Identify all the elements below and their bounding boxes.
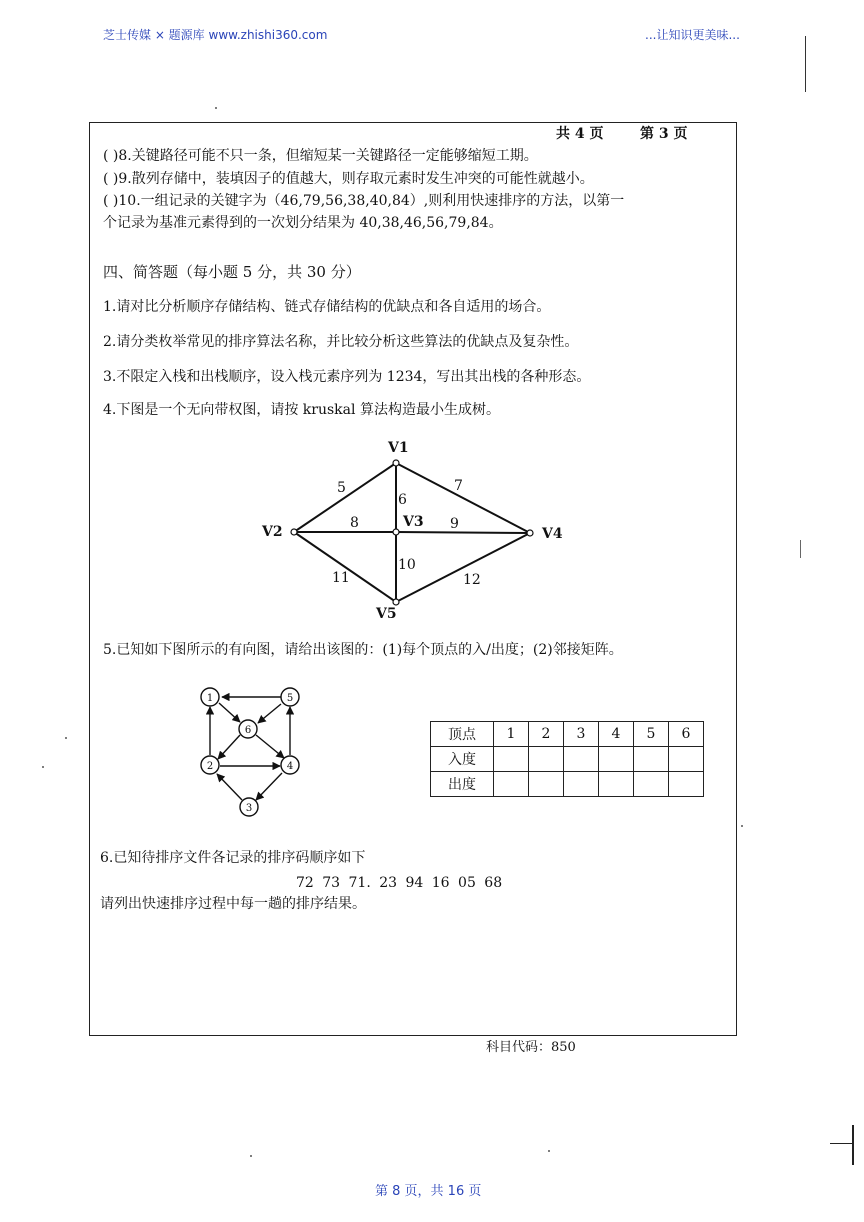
page-total: 共 4 页: [556, 126, 604, 142]
table-row: [431, 747, 704, 772]
vertex-label-v2: V2: [262, 524, 283, 540]
edge-weight: 10: [398, 557, 416, 573]
binding-mark: [800, 540, 801, 558]
vertex-dot: [393, 599, 399, 605]
table-row: [431, 722, 704, 747]
table-cell: [634, 747, 669, 772]
arc-6-2: [218, 735, 240, 759]
page-current: 第 3 页: [640, 126, 688, 142]
table-cell: [564, 772, 599, 797]
row-label-out-degree: 出度: [431, 772, 494, 797]
table-header-cell: 5: [634, 722, 669, 747]
scan-speck: [65, 737, 67, 739]
row-label-in-degree: 入度: [431, 747, 494, 772]
directed-graph: [196, 684, 312, 818]
edge-weight: 11: [332, 570, 350, 586]
short-question-1: 1.请对比分析顺序存储结构、链式存储结构的优缺点和各自适用的场合。: [103, 299, 551, 315]
node-label: 3: [245, 803, 253, 814]
table-header-cell: 1: [494, 722, 529, 747]
table-header-cell: 4: [599, 722, 634, 747]
arc-5-6: [258, 704, 281, 723]
header-brand: 芝士传媒 × 题源库 www.zhishi360.com: [103, 28, 328, 42]
question-8: ( )8.关键路径可能不只一条，但缩短某一关键路径一定能够缩短工期。: [103, 148, 538, 164]
table-cell: [634, 772, 669, 797]
edge-weight: 6: [398, 492, 407, 508]
sort-key-sequence: 72 73 71. 23 94 16 05 68: [296, 875, 503, 891]
table-cell: [564, 747, 599, 772]
table-cell: [669, 772, 704, 797]
subject-code: 科目代码：850: [486, 1040, 576, 1055]
arc-1-6: [219, 703, 240, 722]
edge-weight: 5: [337, 480, 346, 496]
table-header-label: 顶点: [431, 722, 494, 747]
edge-weight: 7: [454, 478, 463, 494]
vertex-label-v3: V3: [403, 514, 424, 530]
table-cell: [494, 772, 529, 797]
table-cell: [529, 772, 564, 797]
vertex-label-v1: V1: [388, 440, 409, 456]
vertex-dot: [393, 460, 399, 466]
node-label: 5: [286, 693, 294, 704]
vertex-dot: [393, 529, 399, 535]
node-label: 1: [206, 693, 214, 704]
binding-mark: [852, 1125, 854, 1165]
edge-v1-v2: [294, 463, 396, 532]
edge-v2-v5: [294, 532, 396, 602]
edge-weight: 12: [463, 572, 481, 588]
question-9: ( )9.散列存储中，装填因子的值越大，则存取元素时发生冲突的可能性就越小。: [103, 171, 594, 187]
question-10-cont: 个记录为基准元素得到的一次划分结果为 40,38,46,56,79,84。: [103, 215, 503, 231]
scan-speck: [741, 825, 743, 827]
header-slogan: ...让知识更美味...: [645, 28, 740, 42]
page-footer: 第 8 页，共 16 页: [375, 1184, 482, 1199]
short-question-5: 5.已知如下图所示的有向图，请给出该图的：(1)每个顶点的入/出度；(2)邻接矩阵。: [103, 642, 623, 658]
binding-mark: [805, 36, 806, 92]
vertex-label-v5: V5: [376, 606, 397, 622]
table-cell: [529, 747, 564, 772]
scan-speck: [250, 1155, 252, 1157]
table-cell: [599, 747, 634, 772]
short-question-6-cont: 请列出快速排序过程中每一趟的排序结果。: [100, 896, 366, 912]
edge-v4-v5: [396, 533, 530, 602]
table-cell: [599, 772, 634, 797]
undirected-weighted-graph: [250, 432, 580, 622]
edge-weight: 8: [350, 515, 359, 531]
node-label: 4: [286, 761, 294, 772]
question-10: ( )10.一组记录的关键字为（46,79,56,38,40,84）,则利用快速排序的方法，以第一: [103, 193, 625, 209]
vertex-dot: [527, 530, 533, 536]
arc-6-4: [256, 735, 284, 758]
node-label: 6: [244, 725, 252, 736]
edge-weight: 9: [450, 516, 459, 532]
vertex-dot: [291, 529, 297, 535]
edge-v3-v4: [396, 532, 530, 533]
table-header-cell: 3: [564, 722, 599, 747]
short-question-4: 4.下图是一个无向带权图，请按 kruskal 算法构造最小生成树。: [103, 402, 500, 418]
vertex-label-v4: V4: [542, 526, 563, 542]
scan-speck: [42, 766, 44, 768]
node-label: 2: [206, 761, 214, 772]
degree-table: [430, 721, 704, 797]
section-title: 四、简答题（每小题 5 分，共 30 分）: [103, 263, 361, 281]
arc-4-3: [256, 773, 282, 800]
table-header-cell: 6: [669, 722, 704, 747]
binding-mark: [830, 1143, 852, 1144]
short-question-6: 6.已知待排序文件各记录的排序码顺序如下: [100, 850, 366, 866]
arc-3-2: [217, 774, 242, 800]
scan-speck: [215, 107, 217, 109]
table-row: [431, 772, 704, 797]
table-cell: [494, 747, 529, 772]
short-question-2: 2.请分类枚举常见的排序算法名称，并比较分析这些算法的优缺点及复杂性。: [103, 334, 579, 350]
scan-speck: [548, 1150, 550, 1152]
short-question-3: 3.不限定入栈和出栈顺序，设入栈元素序列为 1234，写出其出栈的各种形态。: [103, 369, 591, 385]
table-cell: [669, 747, 704, 772]
table-header-cell: 2: [529, 722, 564, 747]
